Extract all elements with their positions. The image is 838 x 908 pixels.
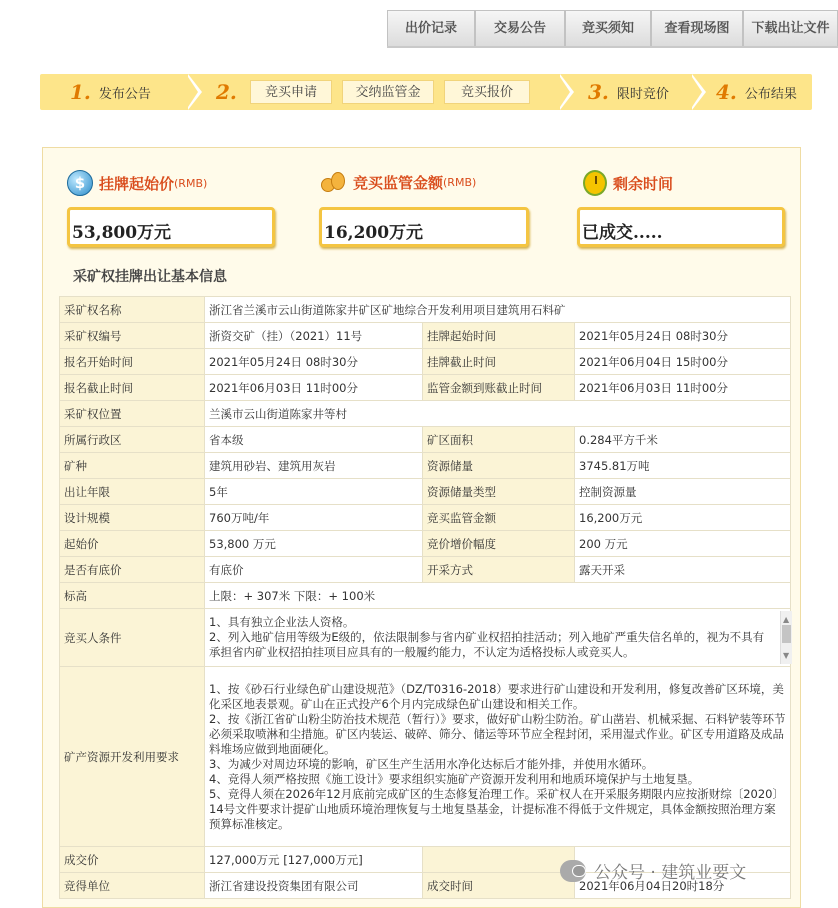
cell-label: 成交价 (60, 847, 205, 873)
table-row (60, 505, 791, 531)
requirements-text: 1、按《砂石行业绿色矿山建设规范》（DZ/T0316-2018）要求进行矿山建设和开发利用，修复改善矿区环境，美化采区地表景观。矿山在正式投产6个月内完成绿色矿山建设和相关工作。 2、按《浙江省矿山粉尘防治技术规范（暂行）》要求，做好矿山粉尘防治。矿山凿岩、机械采掘、石料铲装等环节必须采取喷淋和尘措施。矿区内装运、破碎、筛分、储运等环节应全程封闭，采用湿式作业。矿区专用道路及成品料堆场应做到地面硬化。 3、为减少对周边环境的影响，矿区生产生活用水净化达标后才能外排，并使用水循环。 4、竞得人须严格按照《施工设计》要求组织实施矿产资源开发利用和地质环境保护与土地复垦。 5、竞得人须在2026年12月底前完成矿区的生态修复治理工作。采矿权人在开采服务期限内应按浙财综〔2020〕14号文件要求计提矿山地质环境治理恢复与土地复垦基金，计提标准不得低于文件规定，具体金额按照治理方案预算标准核定。 (209, 681, 786, 831)
step-number: 2. (216, 80, 237, 104)
cell-value: 53,800 万元 (205, 531, 423, 557)
cell-value: 127,000万元 [127,000万元] (205, 847, 423, 873)
table-row (60, 609, 791, 667)
cell-value: 760万吨/年 (205, 505, 423, 531)
substep-pay-deposit[interactable]: 交纳监管金 (342, 80, 434, 104)
cell-value: 2021年06月03日 11时00分 (575, 375, 791, 401)
cell-value: 5年 (205, 479, 423, 505)
start-price-value: 53,800万元 (67, 207, 275, 247)
cell-label: 所属行政区 (60, 427, 205, 453)
tab-download-docs[interactable]: 下载出让文件 (743, 10, 838, 46)
cell-value: 3745.81万吨 (575, 453, 791, 479)
cell-value: 露天开采 (575, 557, 791, 583)
cell-label: 竞价增价幅度 (423, 531, 575, 557)
cell-label: 竞买监管金额 (423, 505, 575, 531)
conditions-text: 1、具有独立企业法人资格。 2、列入地矿信用等级为E级的，依法限制参与省内矿业权招拍挂活动；列入地矿严重失信名单的，视为不具有承担省内矿业权招拍挂项目应具有的一般履约能力，不认定为适格投标人或竞买人。 (209, 615, 765, 659)
start-price-label: 挂牌起始价 (99, 174, 175, 193)
watermark-text: 公众号 · 建筑业要文 (594, 863, 747, 883)
cell-label: 报名开始时间 (60, 349, 205, 375)
step-separator (558, 74, 570, 110)
cell-label: 采矿权位置 (60, 401, 205, 427)
scroll-down-icon[interactable]: ▼ (783, 651, 790, 660)
cell-value: 上限：+ 307米 下限：+ 100米 (205, 583, 791, 609)
table-row (60, 667, 791, 847)
cell-label: 起始价 (60, 531, 205, 557)
cell-value: 2021年06月04日20时18分 (575, 873, 791, 899)
cell-label (423, 847, 575, 873)
step-label: 限时竞价 (616, 86, 669, 102)
wechat-icon (560, 860, 586, 882)
cell-label: 挂牌起始时间 (423, 323, 575, 349)
cell-label: 出让年限 (60, 479, 205, 505)
tab-site-map[interactable]: 查看现场图 (651, 10, 743, 46)
cell-label: 矿种 (60, 453, 205, 479)
table-row (60, 349, 791, 375)
step-result (716, 74, 797, 110)
cell-value: 浙江省兰溪市云山街道陈家井矿区矿地综合开发利用项目建筑用石料矿 (205, 297, 791, 323)
cell-label: 竞得单位 (60, 873, 205, 899)
money-bag-icon (319, 170, 347, 194)
section-title: 采矿权挂牌出让基本信息 (73, 269, 227, 285)
cell-value: 0.284平方千米 (575, 427, 791, 453)
step-timed-bidding (588, 74, 669, 110)
start-price-unit: (RMB) (174, 176, 208, 190)
table-row (60, 297, 791, 323)
cell-label: 矿产资源开发利用要求 (60, 667, 205, 847)
deposit-value: 16,200万元 (319, 207, 529, 247)
table-row (60, 427, 791, 453)
step-number: 3. (588, 80, 609, 104)
start-price-header (67, 170, 207, 196)
cell-label: 竞买人条件 (60, 609, 205, 667)
cell-value (205, 667, 791, 847)
scroll-up-icon[interactable]: ▲ (783, 615, 790, 624)
step-number: 4. (716, 80, 737, 104)
cell-label: 挂牌截止时间 (423, 349, 575, 375)
deposit-header (319, 170, 476, 194)
cell-value: 浙江省建设投资集团有限公司 (205, 873, 423, 899)
cell-value: 200 万元 (575, 531, 791, 557)
cell-value: 2021年05月24日 08时30分 (205, 349, 423, 375)
info-table (59, 296, 791, 899)
top-tabs (387, 10, 838, 48)
step-label: 公布结果 (744, 86, 797, 102)
cell-label: 资源储量 (423, 453, 575, 479)
main-panel (42, 147, 801, 908)
substep-quote[interactable]: 竞买报价 (444, 80, 530, 104)
table-row (60, 323, 791, 349)
cell-value: 控制资源量 (575, 479, 791, 505)
cell-value: 兰溪市云山街道陈家井等村 (205, 401, 791, 427)
deposit-label: 竞买监管金额 (353, 173, 444, 192)
scrollbar[interactable] (780, 611, 792, 664)
tab-announcement[interactable]: 交易公告 (475, 10, 565, 46)
cell-value: 16,200万元 (575, 505, 791, 531)
scrollbar-thumb[interactable] (782, 625, 791, 643)
cell-label: 开采方式 (423, 557, 575, 583)
cell-value: 建筑用砂岩、建筑用灰岩 (205, 453, 423, 479)
progress-steps (40, 74, 812, 110)
deposit-unit: (RMB) (443, 175, 477, 189)
step-separator (690, 74, 702, 110)
cell-value: 省本级 (205, 427, 423, 453)
clock-icon (583, 170, 607, 196)
cell-label: 监管金额到账截止时间 (423, 375, 575, 401)
cell-label: 矿区面积 (423, 427, 575, 453)
conditions-scroll-area[interactable] (209, 611, 790, 664)
step-publish (70, 74, 151, 110)
step-label: 发布公告 (98, 86, 151, 102)
step-number: 1. (70, 80, 91, 104)
cell-value: 2021年06月03日 11时00分 (205, 375, 423, 401)
cell-label: 采矿权编号 (60, 323, 205, 349)
table-row (60, 401, 791, 427)
dollar-coin-icon: $ (67, 170, 93, 196)
cell-label: 是否有底价 (60, 557, 205, 583)
cell-label: 报名截止时间 (60, 375, 205, 401)
table-row (60, 453, 791, 479)
table-row (60, 375, 791, 401)
cell-label: 成交时间 (423, 873, 575, 899)
cell-label: 标高 (60, 583, 205, 609)
cell-label: 资源储量类型 (423, 479, 575, 505)
table-row (60, 557, 791, 583)
substep-bid-apply[interactable]: 竞买申请 (250, 80, 332, 104)
cell-value (205, 609, 791, 667)
cell-label: 设计规模 (60, 505, 205, 531)
tab-bid-notice[interactable]: 竞买须知 (565, 10, 651, 46)
cell-value: 浙资交矿（挂）（2021）11号 (205, 323, 423, 349)
table-row (60, 479, 791, 505)
cell-value: 有底价 (205, 557, 423, 583)
remaining-header (583, 170, 673, 196)
cell-label: 采矿权名称 (60, 297, 205, 323)
watermark (560, 858, 746, 883)
table-row (60, 583, 791, 609)
remaining-value: 已成交..... (577, 207, 785, 247)
table-row (60, 531, 791, 557)
step-bidding (216, 74, 245, 110)
cell-value: 2021年06月04日 15时00分 (575, 349, 791, 375)
step-separator (186, 74, 198, 110)
tab-bid-records[interactable]: 出价记录 (387, 10, 475, 46)
cell-value: 2021年05月24日 08时30分 (575, 323, 791, 349)
remaining-label: 剩余时间 (613, 174, 674, 193)
